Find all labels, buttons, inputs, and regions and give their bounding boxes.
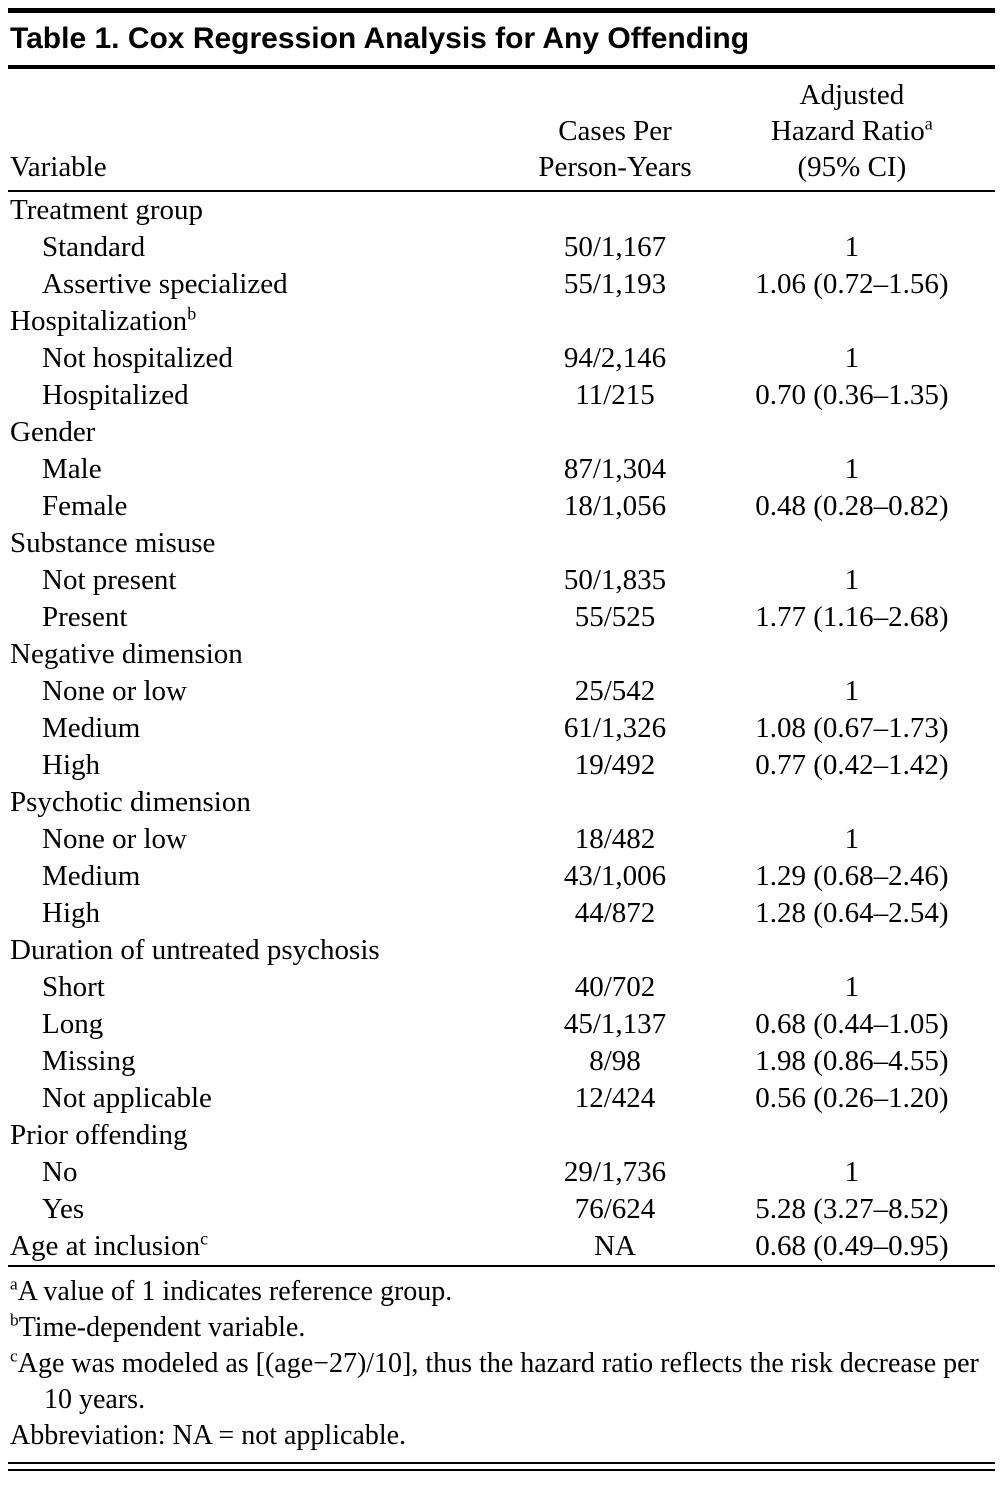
row-label: Long [42, 1008, 104, 1040]
footnote [10, 1274, 993, 1310]
table-row [8, 488, 995, 525]
footnotes [8, 1267, 995, 1462]
table-row [8, 525, 995, 562]
adjusted-hazard-ratio-value: 0.77 (0.42–1.42) [755, 749, 949, 781]
cases-per-person-years-value: 50/1,167 [563, 231, 667, 263]
adjusted-hazard-ratio-value: 1.28 (0.64–2.54) [755, 897, 949, 929]
row-label: Hospitalized [42, 379, 189, 411]
cases-header-line1: Cases Per [558, 115, 672, 147]
row-label: Psychotic dimension [10, 786, 251, 818]
cases-per-person-years-value: 40/702 [574, 971, 656, 1003]
table-row [8, 562, 995, 599]
footnote-text: Time-dependent variable. [18, 1312, 306, 1343]
row-label: Negative dimension [10, 638, 243, 670]
cases-per-person-years-value: 29/1,736 [563, 1156, 667, 1188]
row-label: Male [42, 453, 102, 485]
cases-per-person-years-value: 55/1,193 [563, 268, 667, 300]
cases-per-person-years-value: 94/2,146 [563, 342, 667, 374]
adjusted-hazard-ratio-value: 0.68 (0.49–0.95) [755, 1230, 949, 1262]
adjusted-hazard-ratio-value: 1 [844, 971, 860, 1003]
row-label: High [42, 897, 100, 929]
table-body [8, 191, 995, 1265]
cases-per-person-years-value: 8/98 [589, 1045, 641, 1077]
footnote [10, 1346, 993, 1418]
row-label: Hospitalization$^b$ [10, 303, 197, 337]
adjusted-hazard-ratio-value [709, 303, 995, 340]
row-label: None or low [42, 675, 187, 707]
cases-per-person-years-value [521, 525, 709, 562]
table-row [8, 784, 995, 821]
cases-per-person-years-value [521, 303, 709, 340]
adjusted-hazard-ratio-value [709, 932, 995, 969]
row-label: Substance misuse [10, 527, 216, 559]
adjusted-hazard-ratio-value: 5.28 (3.27–8.52) [755, 1193, 949, 1225]
adjusted-hazard-ratio-value: 1.77 (1.16–2.68) [755, 601, 949, 633]
row-label: Medium [42, 712, 141, 744]
footnote-marker-b: b [187, 303, 197, 324]
adjusted-hazard-ratio-value [709, 636, 995, 673]
adjusted-hazard-ratio-value: 1 [844, 675, 860, 707]
row-label: Prior offending [10, 1119, 188, 1151]
row-label: No [42, 1156, 78, 1188]
row-label: Standard [42, 231, 146, 263]
cases-per-person-years-value [521, 414, 709, 451]
table-row [8, 303, 995, 340]
adjusted-hazard-ratio-value: 0.56 (0.26–1.20) [755, 1082, 949, 1114]
row-label: High [42, 749, 100, 781]
footnote-text: Abbreviation: NA = not applicable. [10, 1420, 407, 1451]
adjusted-hazard-ratio-value: 1 [844, 823, 860, 855]
footnote-marker-a: a [10, 1274, 18, 1294]
adjusted-hazard-ratio-value: 0.70 (0.36–1.35) [755, 379, 949, 411]
row-label: Present [42, 601, 128, 633]
table-row [8, 636, 995, 673]
cases-per-person-years-value: 12/424 [574, 1082, 656, 1114]
column-header-adjusted-hazard-ratio [709, 69, 995, 191]
adjusted-hazard-ratio-value: 0.68 (0.44–1.05) [755, 1008, 949, 1040]
footnote [10, 1310, 993, 1346]
cases-per-person-years-value: 50/1,835 [563, 564, 667, 596]
table-title: Table 1. Cox Regression Analysis for Any Offending [10, 22, 750, 55]
table-row [8, 821, 995, 858]
table-row [8, 266, 995, 303]
cases-per-person-years-value: NA [594, 1230, 636, 1262]
table-row [8, 1154, 995, 1191]
adjusted-hazard-ratio-value: 0.48 (0.28–0.82) [755, 490, 949, 522]
ahr-header-line1: Adjusted [799, 79, 905, 111]
cases-per-person-years-value: 44/872 [574, 897, 656, 929]
row-label: Short [42, 971, 105, 1003]
cox-regression-table [8, 69, 995, 1265]
table-row [8, 1006, 995, 1043]
column-header-variable [8, 69, 521, 191]
adjusted-hazard-ratio-value [709, 784, 995, 821]
ahr-header-line2: Hazard Ratio$^a$ [770, 113, 933, 147]
cases-per-person-years-value: 19/492 [574, 749, 656, 781]
cases-per-person-years-value [521, 636, 709, 673]
table-header [8, 69, 995, 191]
cases-per-person-years-value: 87/1,304 [563, 453, 667, 485]
table-row [8, 1228, 995, 1265]
row-label: Assertive specialized [42, 268, 288, 300]
row-label: Yes [42, 1193, 85, 1225]
cases-per-person-years-value: 45/1,137 [563, 1008, 667, 1040]
table-row [8, 673, 995, 710]
ahr-header-line3: (95% CI) [797, 151, 907, 183]
adjusted-hazard-ratio-value: 1 [844, 453, 860, 485]
row-label: Missing [42, 1045, 136, 1077]
cases-per-person-years-value: 61/1,326 [563, 712, 667, 744]
table-row [8, 932, 995, 969]
table-row [8, 1117, 995, 1154]
cases-per-person-years-value: 55/525 [574, 601, 656, 633]
column-header-cases-per-person-years [521, 69, 709, 191]
adjusted-hazard-ratio-value [709, 414, 995, 451]
footnote-marker-c: c [10, 1346, 18, 1366]
variable-header-label: Variable [10, 151, 107, 183]
table-row [8, 1043, 995, 1080]
cases-per-person-years-value: 25/542 [574, 675, 656, 707]
row-label: Duration of untreated psychosis [10, 934, 380, 966]
cases-per-person-years-value [521, 1117, 709, 1154]
adjusted-hazard-ratio-value [709, 191, 995, 229]
row-label: Female [42, 490, 128, 522]
adjusted-hazard-ratio-value: 1.98 (0.86–4.55) [755, 1045, 949, 1077]
cases-per-person-years-value: 76/624 [574, 1193, 656, 1225]
footnote-text: A value of 1 indicates reference group. [17, 1276, 453, 1307]
cases-header-line2: Person-Years [538, 151, 692, 183]
adjusted-hazard-ratio-value: 1 [844, 564, 860, 596]
cases-per-person-years-value [521, 932, 709, 969]
adjusted-hazard-ratio-value: 1 [844, 231, 860, 263]
row-label: None or low [42, 823, 187, 855]
table-row [8, 895, 995, 932]
cases-per-person-years-value: 11/215 [575, 379, 655, 411]
footnote-marker-a: a [924, 113, 933, 134]
footnote-marker-c: c [200, 1228, 209, 1249]
cases-per-person-years-value: 18/1,056 [563, 490, 667, 522]
table-row [8, 1191, 995, 1228]
top-rule [8, 8, 995, 13]
row-label: Gender [10, 416, 96, 448]
row-label: Medium [42, 860, 141, 892]
table-row [8, 969, 995, 1006]
table-row [8, 377, 995, 414]
adjusted-hazard-ratio-value: 1 [844, 1156, 860, 1188]
adjusted-hazard-ratio-value: 1.06 (0.72–1.56) [755, 268, 949, 300]
cases-per-person-years-value: 43/1,006 [563, 860, 667, 892]
table-row [8, 340, 995, 377]
table-row [8, 414, 995, 451]
cases-per-person-years-value: 18/482 [574, 823, 656, 855]
row-label: Not applicable [42, 1082, 212, 1114]
row-label: Not hospitalized [42, 342, 233, 374]
footnote [10, 1418, 993, 1454]
table-row [8, 191, 995, 229]
header-row [8, 69, 995, 191]
table-row [8, 229, 995, 266]
row-label: Not present [42, 564, 177, 596]
table-row [8, 1080, 995, 1117]
footnote-marker-b: b [10, 1310, 19, 1330]
table-row [8, 710, 995, 747]
adjusted-hazard-ratio-value: 1.08 (0.67–1.73) [755, 712, 949, 744]
adjusted-hazard-ratio-value: 1.29 (0.68–2.46) [755, 860, 949, 892]
adjusted-hazard-ratio-value [709, 525, 995, 562]
adjusted-hazard-ratio-value [709, 1117, 995, 1154]
cases-per-person-years-value [521, 191, 709, 229]
table-row [8, 599, 995, 636]
row-label: Age at inclusion$^c$ [10, 1228, 209, 1262]
bottom-rule [8, 1462, 995, 1471]
adjusted-hazard-ratio-value: 1 [844, 342, 860, 374]
row-label: Treatment group [10, 194, 204, 226]
cases-per-person-years-value [521, 784, 709, 821]
table-row [8, 858, 995, 895]
footnote-text: Age was modeled as [(age−27)/10], thus the hazard ratio reflects the risk decrease per 10 years. [17, 1348, 979, 1415]
table-row [8, 747, 995, 784]
table-row [8, 451, 995, 488]
